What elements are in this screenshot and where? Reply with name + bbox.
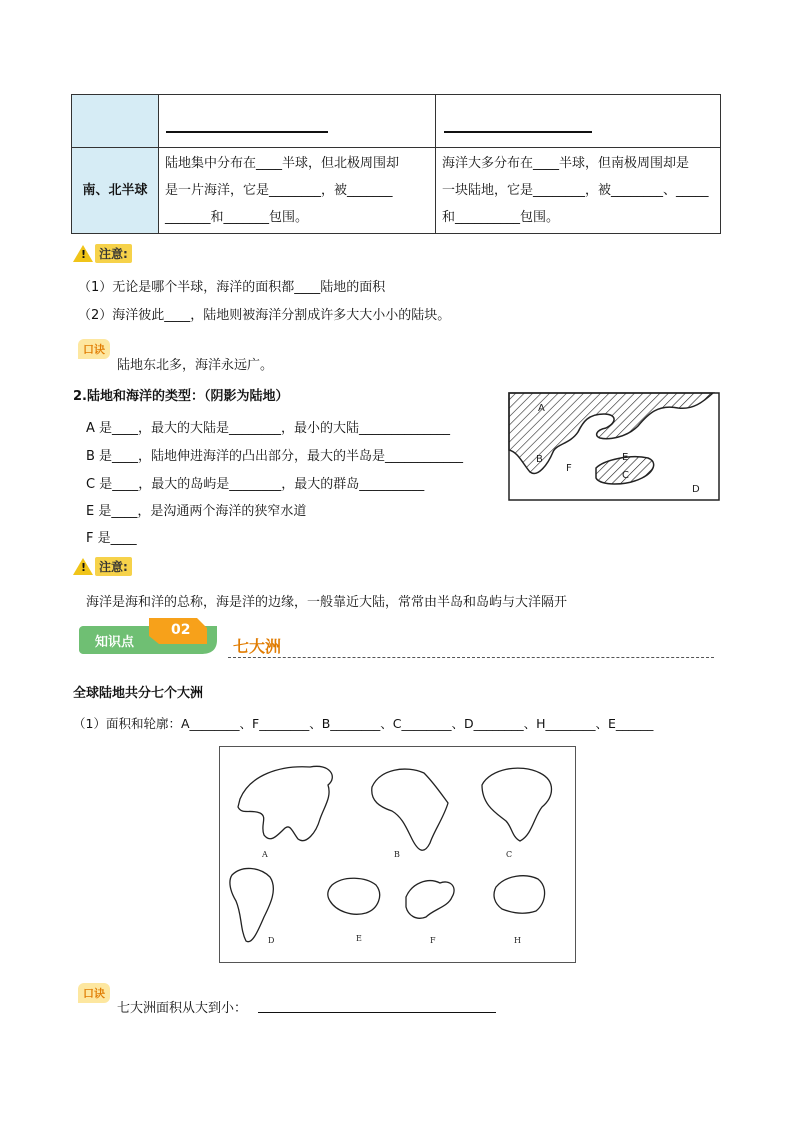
tip-badge: 口诀 <box>78 983 110 1003</box>
table-cell-blank-left <box>159 95 436 148</box>
table-cell-ocean <box>436 148 721 234</box>
cell-line: 陆地集中分布在____半球，但北极周围却 <box>165 156 400 171</box>
map-label-f: F <box>430 936 436 945</box>
map-label-b: B <box>394 850 400 859</box>
tip-badge: 口诀 <box>78 339 110 359</box>
cell-line: 和__________包围。 <box>442 210 560 225</box>
note-item: （2）海洋彼此____，陆地则被海洋分割成许多大大小小的陆块。 <box>78 308 451 323</box>
table-cell-land <box>159 148 436 234</box>
cell-line: 一块陆地，它是________，被________、_____ <box>442 183 709 198</box>
question-line: B 是____，陆地伸进海洋的凸出部分，最大的半岛是____________ <box>86 449 464 464</box>
diagram-label-a: A <box>538 403 545 414</box>
note-text: 海洋是海和洋的总称，海是洋的边缘，一般靠近大陆，常常由半岛和岛屿与大洋隔开 <box>86 595 568 610</box>
warning-icon: ! <box>73 245 93 262</box>
answer-line <box>258 1012 496 1013</box>
table-row-header: 南、北半球 <box>72 148 159 234</box>
warning-icon: ! <box>73 558 93 575</box>
map-label-d: D <box>268 936 275 945</box>
knowledge-point-number: 02 <box>171 622 191 638</box>
note-label: 注意: <box>95 244 132 263</box>
answer-line <box>444 131 592 133</box>
continent-outlines <box>220 747 575 962</box>
note-badge <box>73 557 132 575</box>
map-label-c: C <box>506 850 513 859</box>
note-label: 注意: <box>95 557 132 576</box>
note-item: （1）无论是哪个半球，海洋的面积都____陆地的面积 <box>78 280 386 295</box>
question-line: C 是____，最大的岛屿是________，最大的群岛__________ <box>86 477 425 492</box>
continent-outline-map <box>219 746 576 963</box>
question-line: E 是____，是沟通两个海洋的狭窄水道 <box>86 504 307 519</box>
land-sea-diagram <box>508 392 720 502</box>
answer-line <box>166 131 328 133</box>
hemisphere-table <box>71 94 721 234</box>
table-header-empty <box>72 95 159 148</box>
map-label-e: E <box>356 934 362 943</box>
knowledge-point-label: 知识点 <box>95 635 135 650</box>
note-badge <box>73 244 132 262</box>
diagram-label-c: C <box>622 470 629 481</box>
continents-intro: 全球陆地共分七个大洲 <box>73 686 204 701</box>
tip-text: 七大洲面积从大到小： <box>117 1001 248 1016</box>
cell-line: 海洋大多分布在____半球，但南极周围却是 <box>442 156 690 171</box>
diagram-label-f: F <box>566 463 572 474</box>
diagram-label-e: E <box>622 452 629 463</box>
map-label-a: A <box>262 850 268 859</box>
tip-text: 陆地东北多，海洋永远广。 <box>117 358 274 373</box>
question-line: A 是____，最大的大陆是________，最小的大陆______________ <box>86 421 451 436</box>
cell-line: _______和_______包围。 <box>165 210 309 225</box>
section-heading: 七大洲 <box>233 637 282 656</box>
diagram-label-b: B <box>536 454 543 465</box>
diagram-label-d: D <box>692 484 700 495</box>
table-cell-blank-right <box>436 95 721 148</box>
map-label-h: H <box>514 936 521 945</box>
dashed-divider <box>228 657 714 658</box>
continents-prompt: （1）面积和轮廓：A________、F________、B________、C________、D________、H________、E______ <box>73 716 654 731</box>
question-line: F 是____ <box>86 531 137 546</box>
section-title: 2.陆地和海洋的类型：（阴影为陆地） <box>73 389 289 404</box>
cell-line: 是一片海洋，它是________，被_______ <box>165 183 393 198</box>
